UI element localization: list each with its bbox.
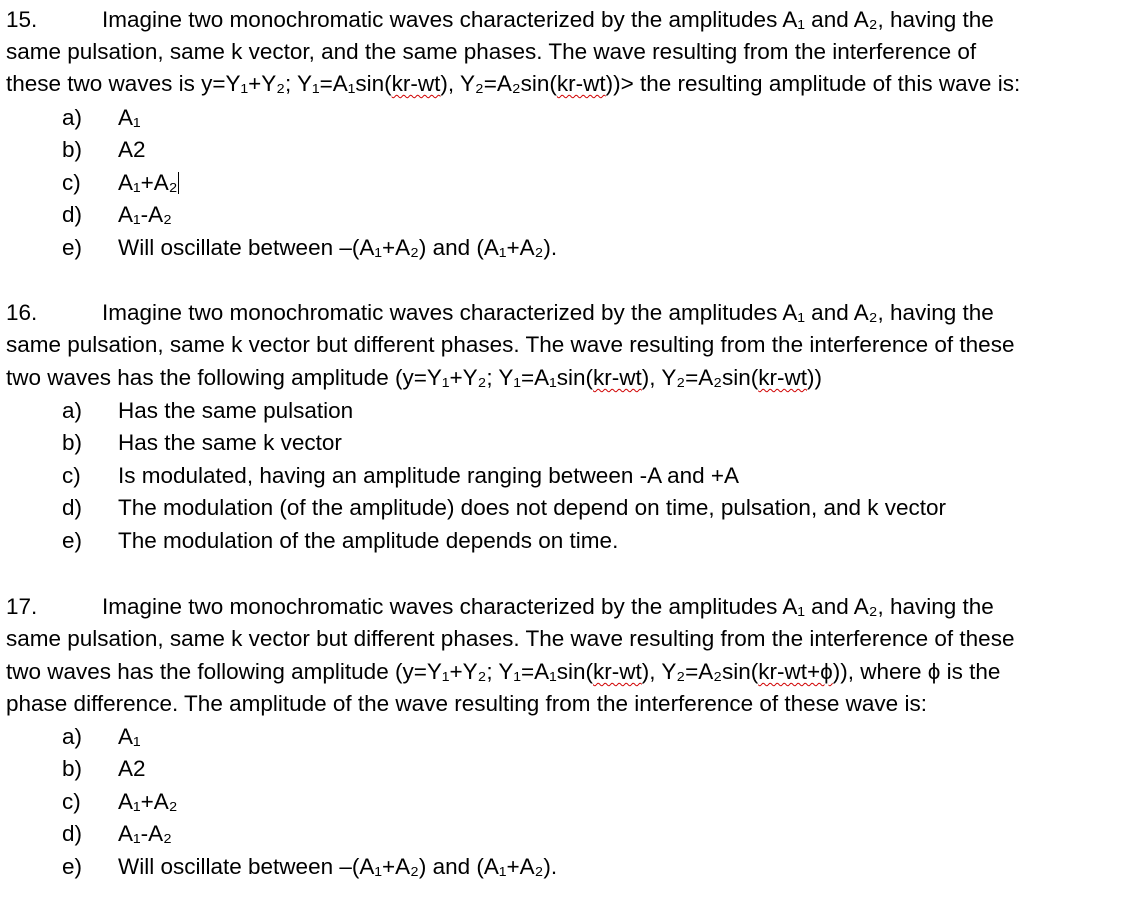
text-cursor: [178, 172, 179, 194]
stem-fragment: two waves has the following amplitude (y=Y₁+Y₂; Y₁=A₁sin(: [6, 365, 594, 390]
option-letter-a: a): [62, 105, 83, 130]
question-16-line-3: [6, 362, 822, 394]
spellcheck-word: kr-wt: [593, 659, 642, 684]
question-15-line-1: [6, 4, 994, 36]
stem-fragment: two waves has the following amplitude (y=Y₁+Y₂; Y₁=A₁sin(: [6, 659, 594, 684]
option-letter-a: a): [62, 398, 83, 423]
option-text-a: A₁: [118, 105, 141, 130]
option-letter-a: a): [62, 724, 83, 749]
option-letter-d: d): [62, 202, 83, 227]
option-text-c: Is modulated, having an amplitude ranging between -A and +A: [118, 463, 740, 488]
question-15-line-2: same pulsation, same k vector, and the same phases. The wave resulting from the interference of: [6, 39, 977, 64]
question-15-line-3: [6, 68, 1020, 100]
spellcheck-word: kr-wt: [758, 365, 807, 390]
option-letter-c: c): [62, 463, 81, 488]
option-text-c: [118, 167, 179, 199]
question-number: 15.: [6, 7, 38, 32]
option-letter-e: e): [62, 854, 83, 879]
stem-fragment: ), Y₂=A₂sin(: [440, 71, 557, 96]
option-text-a: A₁: [118, 724, 141, 749]
question-16-line-1: [6, 297, 994, 329]
option-letter-e: e): [62, 528, 83, 553]
option-text-c: A₁+A₂: [118, 789, 178, 814]
option-text-a: Has the same pulsation: [118, 398, 354, 423]
question-stem: Imagine two monochromatic waves characterized by the amplitudes A₁ and A₂, having the: [102, 7, 994, 32]
question-17-line-4: phase difference. The amplitude of the wave resulting from the interference of these wave is:: [6, 691, 927, 716]
stem-fragment: ), Y₂=A₂sin(: [641, 365, 759, 390]
question-17-line-2: same pulsation, same k vector but different phases. The wave resulting from the interference of these: [6, 626, 1015, 651]
option-text-b: Has the same k vector: [118, 430, 342, 455]
option-letter-d: d): [62, 495, 83, 520]
option-letter-b: b): [62, 756, 83, 781]
option-text-d: The modulation (of the amplitude) does not depend on time, pulsation, and k vector: [118, 495, 947, 520]
option-text-c-value: A₁+A₂: [118, 170, 178, 195]
spellcheck-word: kr-wt+ϕ: [758, 659, 833, 684]
question-number: 17.: [6, 594, 38, 619]
option-letter-b: b): [62, 430, 83, 455]
option-text-d: A₁-A₂: [118, 202, 172, 227]
stem-fragment: ), Y₂=A₂sin(: [641, 659, 759, 684]
stem-fragment: these two waves is y=Y₁+Y₂; Y₁=A₁sin(: [6, 71, 392, 96]
question-17-line-1: [6, 591, 994, 623]
stem-fragment: ))> the resulting amplitude of this wave is:: [605, 71, 1021, 96]
option-text-b: A2: [118, 756, 146, 781]
option-letter-b: b): [62, 137, 83, 162]
stem-fragment: )): [806, 365, 822, 390]
option-letter-d: d): [62, 821, 83, 846]
option-letter-c: c): [62, 170, 81, 195]
spellcheck-word: kr-wt: [391, 71, 441, 96]
question-stem: Imagine two monochromatic waves characterized by the amplitudes A₁ and A₂, having the: [102, 594, 994, 619]
spellcheck-word: kr-wt: [556, 71, 606, 96]
question-number: 16.: [6, 300, 38, 325]
stem-fragment: )), where ϕ is the: [832, 659, 1001, 684]
option-letter-c: c): [62, 789, 81, 814]
option-text-e: Will oscillate between –(A₁+A₂) and (A₁+A₂).: [118, 854, 558, 879]
question-16-line-2: same pulsation, same k vector but different phases. The wave resulting from the interference of these: [6, 332, 1015, 357]
option-text-e: Will oscillate between –(A₁+A₂) and (A₁+A₂).: [118, 235, 558, 260]
option-text-b: A2: [118, 137, 146, 162]
question-stem: Imagine two monochromatic waves characterized by the amplitudes A₁ and A₂, having the: [102, 300, 994, 325]
question-17-line-3: [6, 656, 1000, 688]
option-text-d: A₁-A₂: [118, 821, 172, 846]
spellcheck-word: kr-wt: [593, 365, 642, 390]
option-text-e: The modulation of the amplitude depends on time.: [118, 528, 619, 553]
option-letter-e: e): [62, 235, 83, 260]
